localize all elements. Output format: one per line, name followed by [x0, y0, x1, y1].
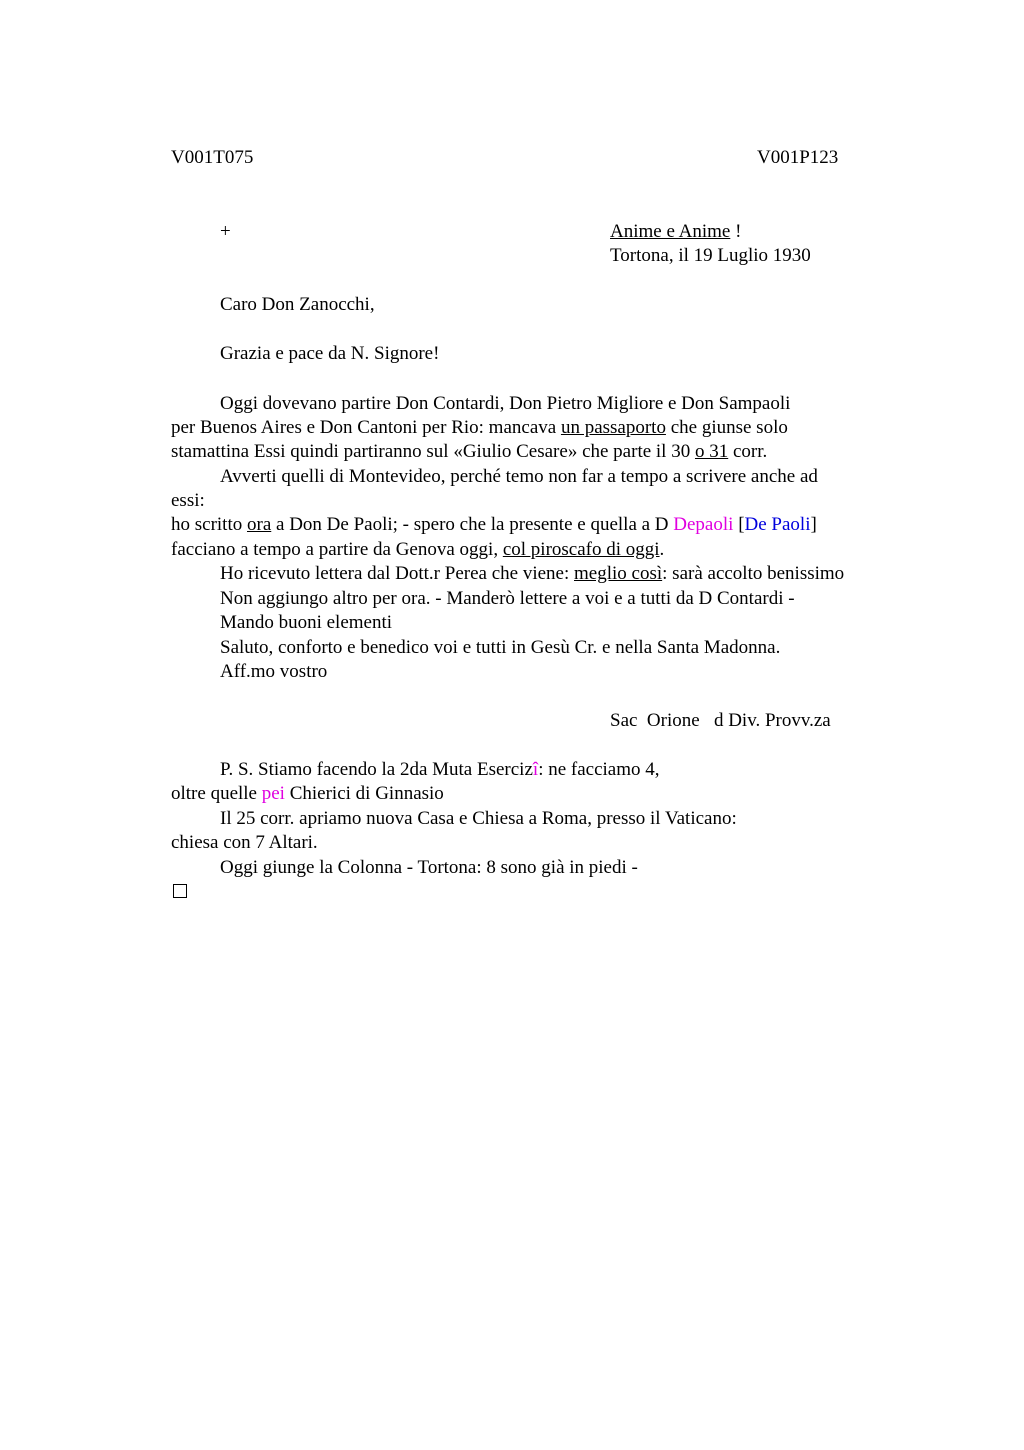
- body-line-10: Mando buoni elementi: [220, 612, 393, 633]
- date-line: Tortona, il 19 Luglio 1930: [610, 245, 811, 266]
- body-line-11: Saluto, conforto e benedico voi e tutti in Gesù Cr. e nella Santa Madonna.: [220, 637, 781, 658]
- body-line-6-b: a Don De Paoli; - spero che la presente e quella a D: [271, 514, 674, 535]
- body-line-7: [171, 538, 664, 562]
- header-left-code: V001T075: [171, 147, 254, 168]
- ps-line-2-b: Chierici di Ginnasio: [284, 783, 444, 804]
- ps-line-5: Oggi giunge la Colonna - Tortona: 8 sono già in piedi -: [220, 857, 638, 878]
- ps-line-4: chiesa con 7 Altari.: [171, 832, 318, 853]
- body-line-1: Oggi dovevano partire Don Contardi, Don Pietro Migliore e Don Sampaoli: [220, 393, 791, 414]
- body-line-8-b: : sarà accolto benissimo: [662, 563, 845, 584]
- body-line-6-underlined: ora: [247, 514, 272, 535]
- ps-line-2: [171, 782, 444, 806]
- salutation: Caro Don Zanocchi,: [220, 294, 375, 315]
- body-line-4: Avverti quelli di Montevideo, perché temo non far a tempo a scrivere anche ad: [220, 466, 818, 487]
- motto-text: Anime e Anime: [610, 221, 731, 242]
- body-line-6-d: ]: [810, 514, 817, 535]
- body-line-3: [171, 440, 767, 464]
- ps-line-2-magenta: pei: [261, 783, 285, 804]
- greeting: Grazia e pace da N. Signore!: [220, 343, 440, 364]
- ps-line-1-a: P. S. Stiamo facendo la 2da Muta Eserciz: [220, 759, 533, 780]
- body-line-3-underlined: o 31: [694, 441, 729, 462]
- ps-line-3: Il 25 corr. apriamo nuova Casa e Chiesa a Roma, presso il Vaticano:: [220, 808, 737, 829]
- body-line-2-b: che giunse solo: [665, 417, 788, 438]
- ps-line-2-a: oltre quelle: [171, 783, 262, 804]
- body-line-6-magenta: Depaoli: [673, 514, 734, 535]
- body-line-8-a: Ho ricevuto lettera dal Dott.r Perea che viene:: [220, 563, 574, 584]
- end-box-marker: [173, 884, 187, 898]
- cross-mark: +: [220, 221, 231, 242]
- ps-line-1-magenta: î: [532, 759, 539, 780]
- body-line-7-underlined: col piroscafo di oggi: [502, 539, 660, 560]
- body-line-3-a: stamattina Essi quindi partiranno sul «Giulio Cesare» che parte il 30: [171, 441, 695, 462]
- body-line-8: [220, 562, 844, 586]
- body-line-2-a: per Buenos Aires e Don Cantoni per Rio: mancava: [171, 417, 561, 438]
- body-line-6-c: [: [733, 514, 745, 535]
- body-line-2: [171, 416, 788, 440]
- body-line-6: [171, 513, 817, 537]
- ps-line-1: [220, 758, 660, 782]
- body-line-6-a: ho scritto: [171, 514, 247, 535]
- body-line-6-blue: De Paoli: [744, 514, 811, 535]
- header-right-code: V001P123: [757, 147, 839, 168]
- body-line-2-underlined: un passaporto: [560, 417, 666, 438]
- signature: Sac Orione d Div. Provv.za: [610, 710, 831, 731]
- body-line-7-b: .: [659, 539, 665, 560]
- closing-line: Aff.mo vostro: [220, 661, 328, 682]
- body-line-3-b: corr.: [728, 441, 768, 462]
- motto-line: [610, 220, 741, 244]
- body-line-5: essi:: [171, 490, 205, 511]
- body-line-7-a: facciano a tempo a partire da Genova oggi,: [171, 539, 503, 560]
- motto-suffix: !: [730, 221, 742, 242]
- body-line-8-underlined: meglio così: [574, 563, 663, 584]
- body-line-9: Non aggiungo altro per ora. - Manderò lettere a voi e a tutti da D Contardi -: [220, 588, 795, 609]
- ps-line-1-b: : ne facciamo 4,: [538, 759, 660, 780]
